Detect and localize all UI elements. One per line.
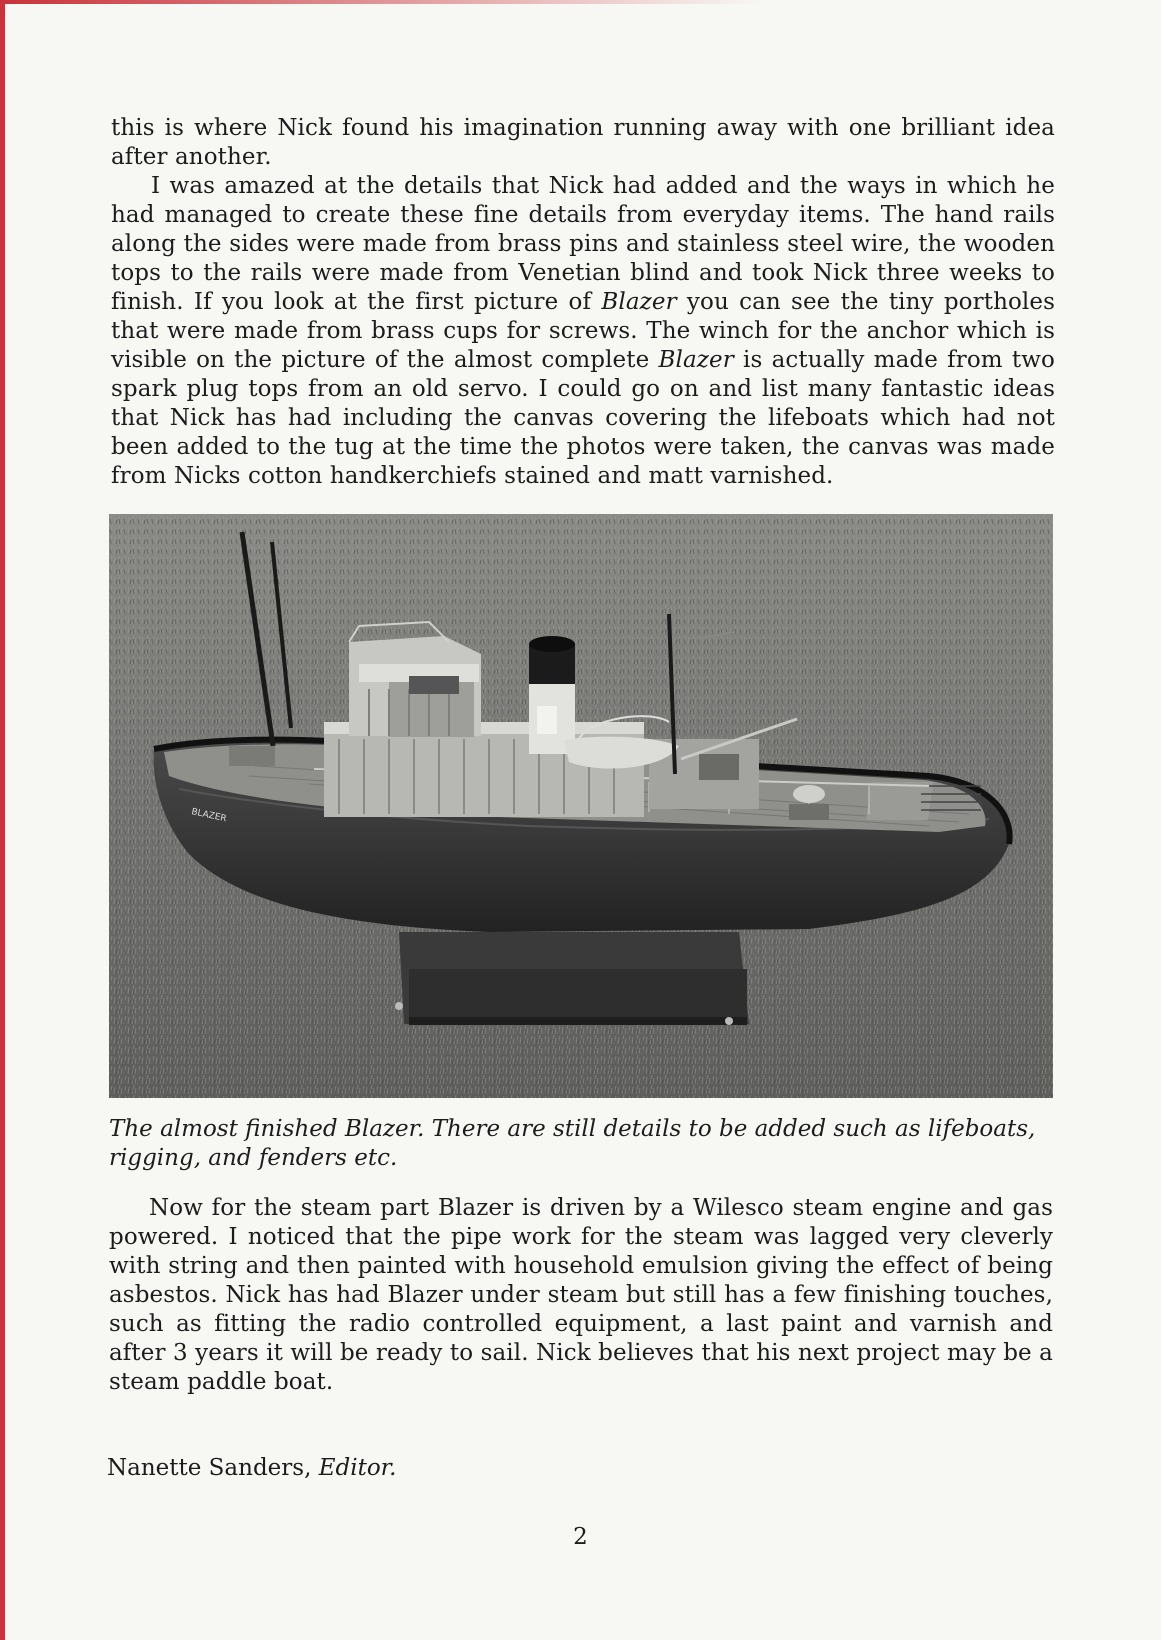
deck-fitting [793, 785, 825, 803]
paragraph-2 [111, 172, 1055, 491]
tugboat-photo-drawing [109, 514, 1053, 1098]
paragraph-2-text-e: is actually made from two spark plug tops from an old servo. I could go on and list many fantastic ideas that Nick has had including the canvas covering the lifeboats which had not been added to the tug at the time the photos were taken, the canvas was made from Nicks cotton handkerchiefs stained and matt varnished. [111, 347, 1055, 489]
paragraph-2-text-a: I was amazed at the details that Nick had added and the ways in which he had managed to create these fine details from everyday items. The hand rails along the sides were made from brass pins and stainless steel wire, the wooden tops to the rails were made from Venetian blind and took Nick three weeks to finish. If you look at the first picture of [111, 173, 1055, 315]
paragraph-1: this is where Nick found his imagination running away with one brilliant idea after another. [111, 115, 1055, 170]
page-number: 2 [573, 1524, 588, 1550]
deck-hatch [789, 804, 829, 820]
paragraph-2-ship-name-2: Blazer [658, 347, 734, 373]
paragraph-3: Now for the steam part Blazer is driven by a Wilesco steam engine and gas powered. I noticed that the pipe work for the steam was lagged very cleverly with string and then painted with household emulsion giving the effect of being asbestos. Nick has had Blazer under steam but still has a few finishing touches, such as fitting the radio controlled equipment, a last paint and varnish and after 3 years it will be ready to sail. Nick believes that his next project may be a steam paddle boat. [109, 1195, 1053, 1395]
page-edge-left [0, 0, 5, 1640]
author-role: Editor. [318, 1455, 397, 1481]
author-signoff [107, 1454, 396, 1483]
anchor-winch [229, 746, 275, 766]
display-stand [395, 932, 749, 1025]
photo-caption: The almost finished Blazer. There are still details to be added such as lifeboats, rigging, and fenders etc. [109, 1116, 1036, 1171]
tugboat-photo [109, 514, 1053, 1098]
paragraph-2-ship-name-1: Blazer [601, 289, 677, 315]
funnel [529, 636, 575, 754]
page-edge-top [0, 0, 760, 4]
author-name: Nanette Sanders, [107, 1455, 319, 1481]
paragraph-2-text-c: you can see the tiny portholes that were made from brass cups for screws. The winch for the anchor which is visible on the picture of the almost complete [111, 289, 1055, 373]
hull-name-text: BLAZER [190, 807, 228, 825]
